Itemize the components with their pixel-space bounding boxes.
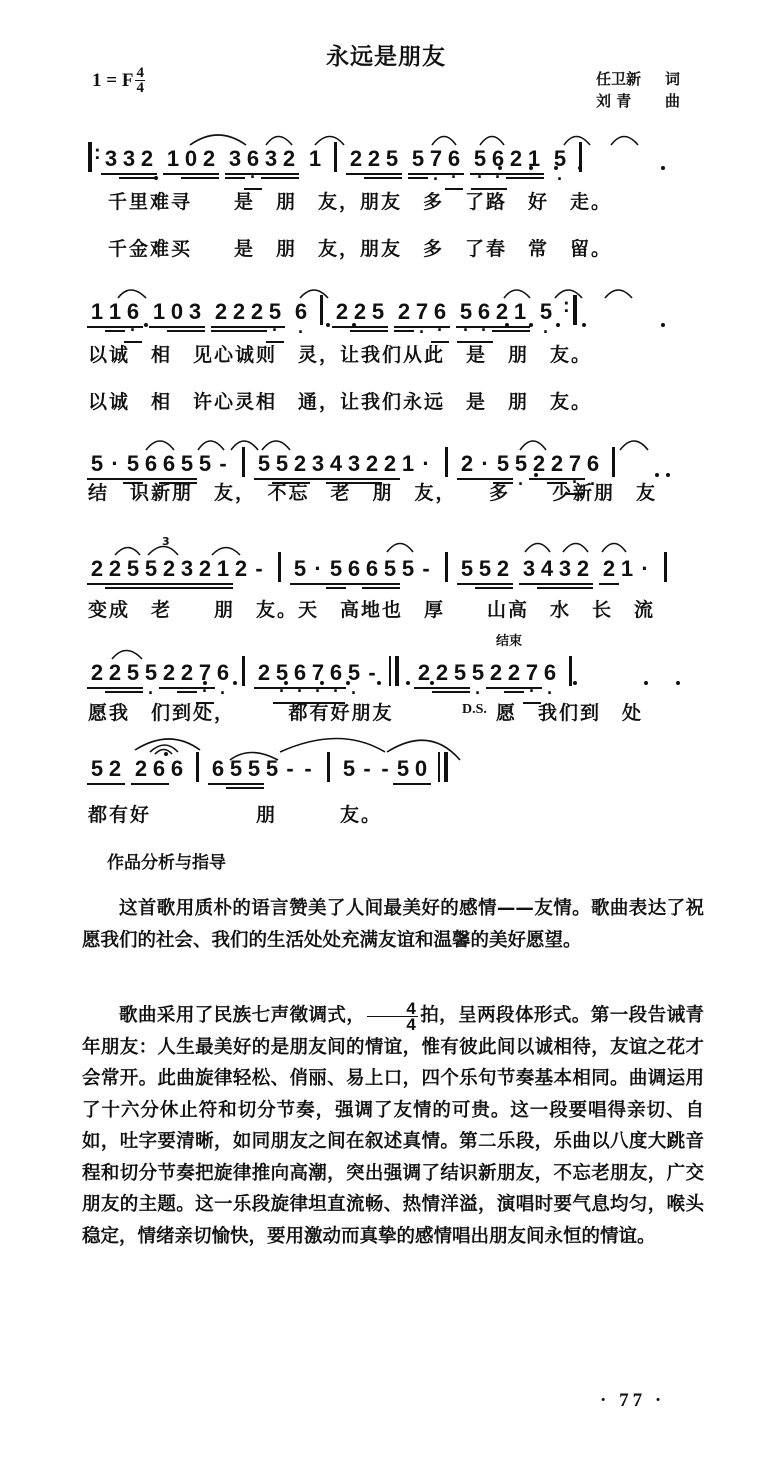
score-system-4 [88,552,708,592]
double-barline [389,656,399,686]
barline [569,656,572,686]
lyricist-credit: 任卫新 词 [596,70,680,88]
barline [579,142,582,172]
score-system-1 [88,142,708,182]
paragraph-text: 歌曲采用了民族七声徵调式， $\frac{4}{4}$ 拍，呈两段体形式。第一段告诫青年朋友：人生最美好的是朋友间的情谊，惟有彼此间以诚相待，友谊之花才会常开。此曲旋律轻松、俏丽、易上口，四个乐句节奏基本相同。曲调运用了十六分休止符和切分节奏，强调了友情的可贵。这一段要唱得亲切、自如，吐字要清晰，如同朋友之间在叙述真情。第二乐段，乐曲以八度大跳音程和切分节奏把旋律推向高潮，突出强调了结识新朋友，不忘老朋友，广交朋友的主题。这一乐段旋律坦直流畅、热情洋溢，演唱时要气息均匀，喉头稳定，情绪亲切愉快，要用激动而真挚的感情唱出朋友间永恒的情谊。 [82,998,704,1247]
barline [664,552,667,582]
song-title: 永远是朋友 [326,44,446,70]
lyric-line-6: 都有好 朋 友。 [88,804,383,826]
barline [334,142,337,172]
notation-row: 1 1 · 6 1 0 3 2 2 2 · 5 · 6 2 2 5 2 · 7 · 6 · 5 · 6 2 1 · 5 : [88,295,577,325]
notation-row: : 3 3 2 1 0 2 3 · 6 3 2 1 2 2 5 5 · 7 · 6 · 5 · 6 2 1 · 5 [88,142,592,172]
time-signature-inline: $\frac{4}{4}$ [367,1001,417,1032]
barline [196,752,199,782]
barline [445,447,448,477]
key-label: 1 = F [92,69,134,91]
barline [445,552,448,582]
time-signature: $\frac{4}{4}$ [136,65,144,96]
ending-mark: 结束 [496,634,523,649]
paragraph-text: 这首歌用质朴的语言赞美了人间最美好的感情——友情。歌曲表达了祝愿我们的社会、我们的生活处处充满友谊和温馨的美好愿望。 [82,898,704,951]
score-system-5 [88,656,708,696]
score-system-2 [88,295,708,335]
lyric-line-5a: 愿我 们到处， 都有好朋友 [88,702,436,724]
notation-row: 2 2 5 5 2 3 2 1 2 - 5 · 5 6 6 5 5 - 5 5 2 3 4 3 2 2 1 · [88,552,677,582]
lyric-line-3: 结 识新朋 友， 不忘 老 朋 友， 多 少新朋 友 [88,482,658,504]
score-system-6 [88,752,708,792]
repeat-end-sign [563,295,577,325]
analysis-heading: 作品分析与指导 [107,853,226,873]
repeat-start-sign [88,142,100,172]
composer-credit: 刘 青 曲 [596,92,680,110]
lyric-line-2a: 以诚 相 见心诚则 灵，让我们从此 是 朋 友。 [88,344,593,366]
notation-row: 5 2 2 6 6 6 5 5 5 - - 5 - - 5 0 [88,752,456,782]
ds-mark: D.S. [462,702,487,717]
analysis-paragraph-2 [82,1000,704,1252]
lyric-line-4: 变成 老 朋 友。天 高地也 厚 山高 水 长 流 [88,599,656,621]
final-barline [438,752,448,782]
barline [242,447,245,477]
notation-row: 5 · 5 6 6 5 5 - 5 5 2 3 4 3 2 2 1 · 2 · 5 · 5 2 2 · 7 · 6 [88,447,625,477]
barline [612,447,615,477]
barline [278,552,281,582]
page-number: · 77 · [600,1390,666,1411]
barline [320,295,323,325]
lyric-line-5b: 愿 我们到 处 [496,702,644,724]
analysis-paragraph-1 [82,893,704,956]
notation-row: 2 2 5 · 5 2 2 · 7 · 6 2 · 5 · 6 · 7 · 6 · 5 - 2 2 5 · 5 2 2 · 7 · 6 [88,656,582,686]
lyric-line-2b: 以诚 相 许心灵相 通，让我们永远 是 朋 友。 [88,391,593,413]
lyric-line-1b: 千金难买 是 朋 友，朋友 多 了春 常 留。 [108,238,613,260]
barline [327,752,330,782]
barline [242,656,245,686]
lyric-line-1a: 千里难寻 是 朋 友，朋友 多 了路 好 走。 [108,191,613,213]
triplet-mark: 3 [162,535,170,548]
